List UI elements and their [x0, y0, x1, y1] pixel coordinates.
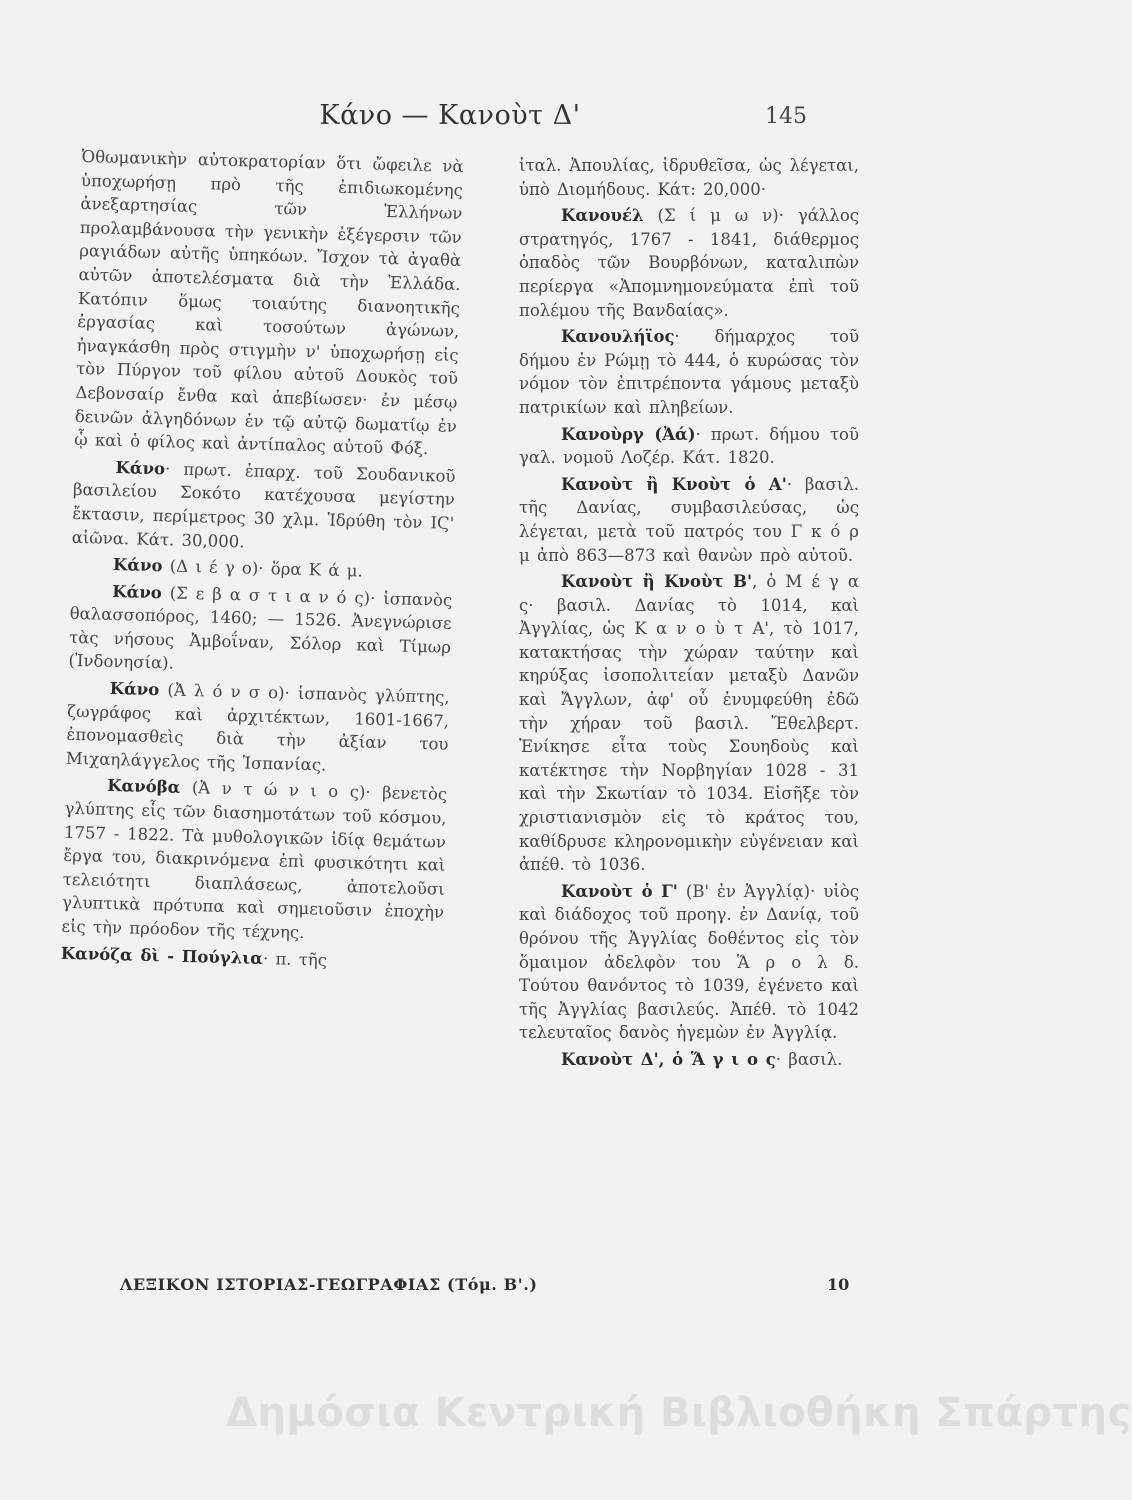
entry-headword: Κανουέλ	[561, 206, 644, 226]
right-column	[519, 154, 859, 1075]
page-number: 145	[765, 104, 807, 129]
entry-headword: Κανοὺτ Δ', ὁ Ἅ γ ι ο ς	[561, 1049, 776, 1069]
entry-kanout-b: Κανοὺτ ἢ Κνοὺτ Β', ὁ Μ έ γ α ς· βασιλ. Δανίας τὸ 1014, καὶ Ἀγγλίας, ὡς Κ α ν ο ὺ τ Α', τὸ 1017, κατακτήσας τὴν χώραν ταύτην καὶ κηρύξας ἰσοπολιτείαν μεταξὺ Δανῶν καὶ Ἄγγλων, ἀφ' οὗ ἐνυμφεύθη ἐδῶ τὴν χήραν τοῦ βασιλ. Ἔθελβερτ. Ἐνίκησε εἶτα τοὺς Σουηδοὺς καὶ κατέκτησε τὴν Νορβηγίαν 1028 - 31 καὶ τὴν Σκωτίαν τὸ 1034. Εἰσῆξε τὸν χριστιανισμὸν εἰς τὸ κράτος του, καθίδρυσε κληρονομικὴν εὐγένειαν καὶ ἀπέθ. τὸ 1036.	[519, 572, 859, 875]
entry-headword: Κανόζα δὶ - Πούγλια	[60, 943, 264, 968]
entry-headword: Κανοὺργ (Ἀά)	[561, 424, 696, 444]
entry-paragraph: Ὀθωμανικὴν αὐτοκρατορίαν ὅτι ὤφειλε νὰ ὑποχωρήσῃ πρὸ τῆς ἐπιδιωκομένης ἀνεξαρτησίας τῶν Ἑλλήνων προλαμβάνουσα τὴν γενικὴν ἐξέγερσιν τῶν ραγιάδων αὐτῆς ὑπηκόων. Ἴσχον τὰ ἀγαθὰ αὐτῶν ἀποτελέσματα διὰ τὴν Ἑλλάδα. Κατόπιν ὅμως τοιαύτης διανοητικῆς ἐργασίας καὶ τοσούτων ἀγώνων, ἠναγκάσθη πρὸς στιγμὴν ν' ὑποχωρήσῃ εἰς τὸν Πύργον τοῦ φίλου αὐτοῦ Δουκὸς τοῦ Δεβονσαίρ ἔνθα καὶ ἀπεβίωσεν· ἐν μέσῳ δεινῶν ἀλγηδόνων ἐν τῷ αὐτῷ δωματίῳ ἐν ᾧ καὶ ὁ φίλος καὶ ἀντίπαλος αὐτοῦ Φόξ.	[74, 146, 464, 459]
entry-kano-3: Κάνο (Σ ε β α σ τ ι α ν ό ς)· ἱσπανὸς θαλασσοπόρος, 1460; — 1526. Ἀνεγνώρισε τὰς νήσους Ἀμβοΐναν, Σόλορ καὶ Τίμωρ (Ἰνδονησία).	[68, 581, 453, 674]
entry-kanourg: Κανοὺργ (Ἀά)· πρωτ. δήμου τοῦ γαλ. νομοῦ Λοζέρ. Κάτ. 1820.	[519, 424, 859, 468]
entry-headword: Κανουλήϊος	[561, 327, 675, 347]
entry-headword: Κανοὺτ ὁ Γ'	[561, 881, 678, 901]
entry-headword: Κανοὺτ ἢ Κνοὺτ Β'	[561, 572, 753, 592]
entry-headword: Κάνο	[109, 678, 160, 700]
library-watermark: Δημόσια Κεντρική Βιβλιοθήκη Σπάρτης	[226, 1390, 1132, 1436]
entry-kanova: Κανόβα (Ἀ ν τ ώ ν ι ο ς)· βενετὸς γλύπτης εἷς τῶν διασημοτάτων τοῦ κόσμου, 1757 - 1822. Τὰ μυθολογικῶν ἰδίᾳ θεμάτων ἔργα του, διακρινόμενα ἐπὶ φυσικότητι καὶ τελειότητι διαπλάσεως, ἀποτελοῦσι γλυπτικὰ πρότυπα καὶ σημειοῦσιν ἐποχὴν εἰς τὴν πρόοδον τῆς τέχνης.	[61, 776, 448, 943]
entry-kano-2: Κάνο (Δ ι έ γ ο)· ὅρα Κ ά μ.	[112, 555, 363, 581]
entry-kanoza: Κανόζα δὶ - Πούγλια· π. τῆς	[60, 943, 328, 970]
entry-headword: Κάνο	[115, 457, 166, 479]
entry-kanouel: Κανουέλ (Σ ί μ ω ν)· γάλλος στρατηγός, 1767 - 1841, διάθερμος ὀπαδὸς τῶν Βουρβόνων, καταλιπὼν περίεργα «Ἀπομνημονεύματα ἐπὶ τοῦ πολέμου τῆς Βανδαίας».	[519, 206, 859, 320]
signature-mark: 10	[827, 1275, 850, 1294]
entry-kano-1: Κάνο· πρωτ. ἐπαρχ. τοῦ Σουδανικοῦ βασιλείου Σοκότο κατέχουσα μεγίστην ἔκτασιν, περίμετρος 30 χλμ. Ἱδρύθη τὸν ΙϚ' αἰῶνα. Κάτ. 30,000.	[71, 457, 456, 551]
entry-kanout-g: Κανοὺτ ὁ Γ' (Β' ἐν Ἀγγλίᾳ)· υἱὸς καὶ διάδοχος τοῦ προηγ. ἐν Δανίᾳ, τοῦ θρόνου τῆς Ἀγγλίας δοθέντος εἰς τὸν ὅμαιμον ἀδελφὸν του Ἅ ρ ο λ δ. Τούτου θανόντος τὸ 1039, ἐγένετο καὶ τῆς Ἀγγλίας βασιλεύς. Ἀπέθ. τὸ 1042 τελευταῖος δανὸς ἡγεμὼν ἐν Ἀγγλίᾳ.	[519, 881, 859, 1043]
page-title: Κάνο — Κανοὺτ Δ'	[319, 100, 581, 131]
entry-headword: Κάνο	[112, 581, 163, 602]
entry-kanout-d: Κανοὺτ Δ', ὁ Ἅ γ ι ο ς· βασιλ.	[561, 1049, 843, 1069]
entry-kanouleios: Κανουλήϊος· δήμαρχος τοῦ δήμου ἐν Ρώμῃ τὸ 444, ὁ κυρώσας τὸν νόμον τὸν ἐπιτρέποντα γάμους μεταξὺ πατρικίων καὶ πληβείων.	[519, 327, 859, 417]
entry-headword: Κανόβα	[106, 776, 181, 798]
entry-headword: Κάνο	[112, 555, 163, 576]
entry-headword: Κανοὺτ ἢ Κνοὺτ ὁ Α'	[561, 474, 787, 494]
entry-kano-4: Κάνο (Ἀ λ ό ν σ ο)· ἱσπανὸς γλύπτης, ζωγράφος καὶ ἀρχιτέκτων, 1601-1667, ἐπονομασθεὶς διὰ τὴν ἀξίαν του Μιχαηλάγγελος τῆς Ἱσπανίας.	[65, 678, 450, 775]
entry-kanout-a: Κανοὺτ ἢ Κνοὺτ ὁ Α'· βασιλ. τῆς Δανίας, συμβασιλεύσας, ὡς λέγεται, μετὰ τοῦ πατρός του Γ κ ό ρ μ ἀπὸ 863—873 καὶ θανὼν πρὸ αὐτοῦ.	[519, 474, 859, 565]
entry-continuation: ἰταλ. Ἀπουλίας, ἱδρυθεῖσα, ὡς λέγεται, ὑπὸ Διομήδους. Κάτ: 20,000·	[519, 156, 859, 199]
left-column	[60, 145, 463, 978]
footer-title: ΛΕΞΙΚΟΝ ΙΣΤΟΡΙΑΣ-ΓΕΩΓΡΑΦΙΑΣ (Τόμ. Β'.)	[120, 1275, 538, 1294]
